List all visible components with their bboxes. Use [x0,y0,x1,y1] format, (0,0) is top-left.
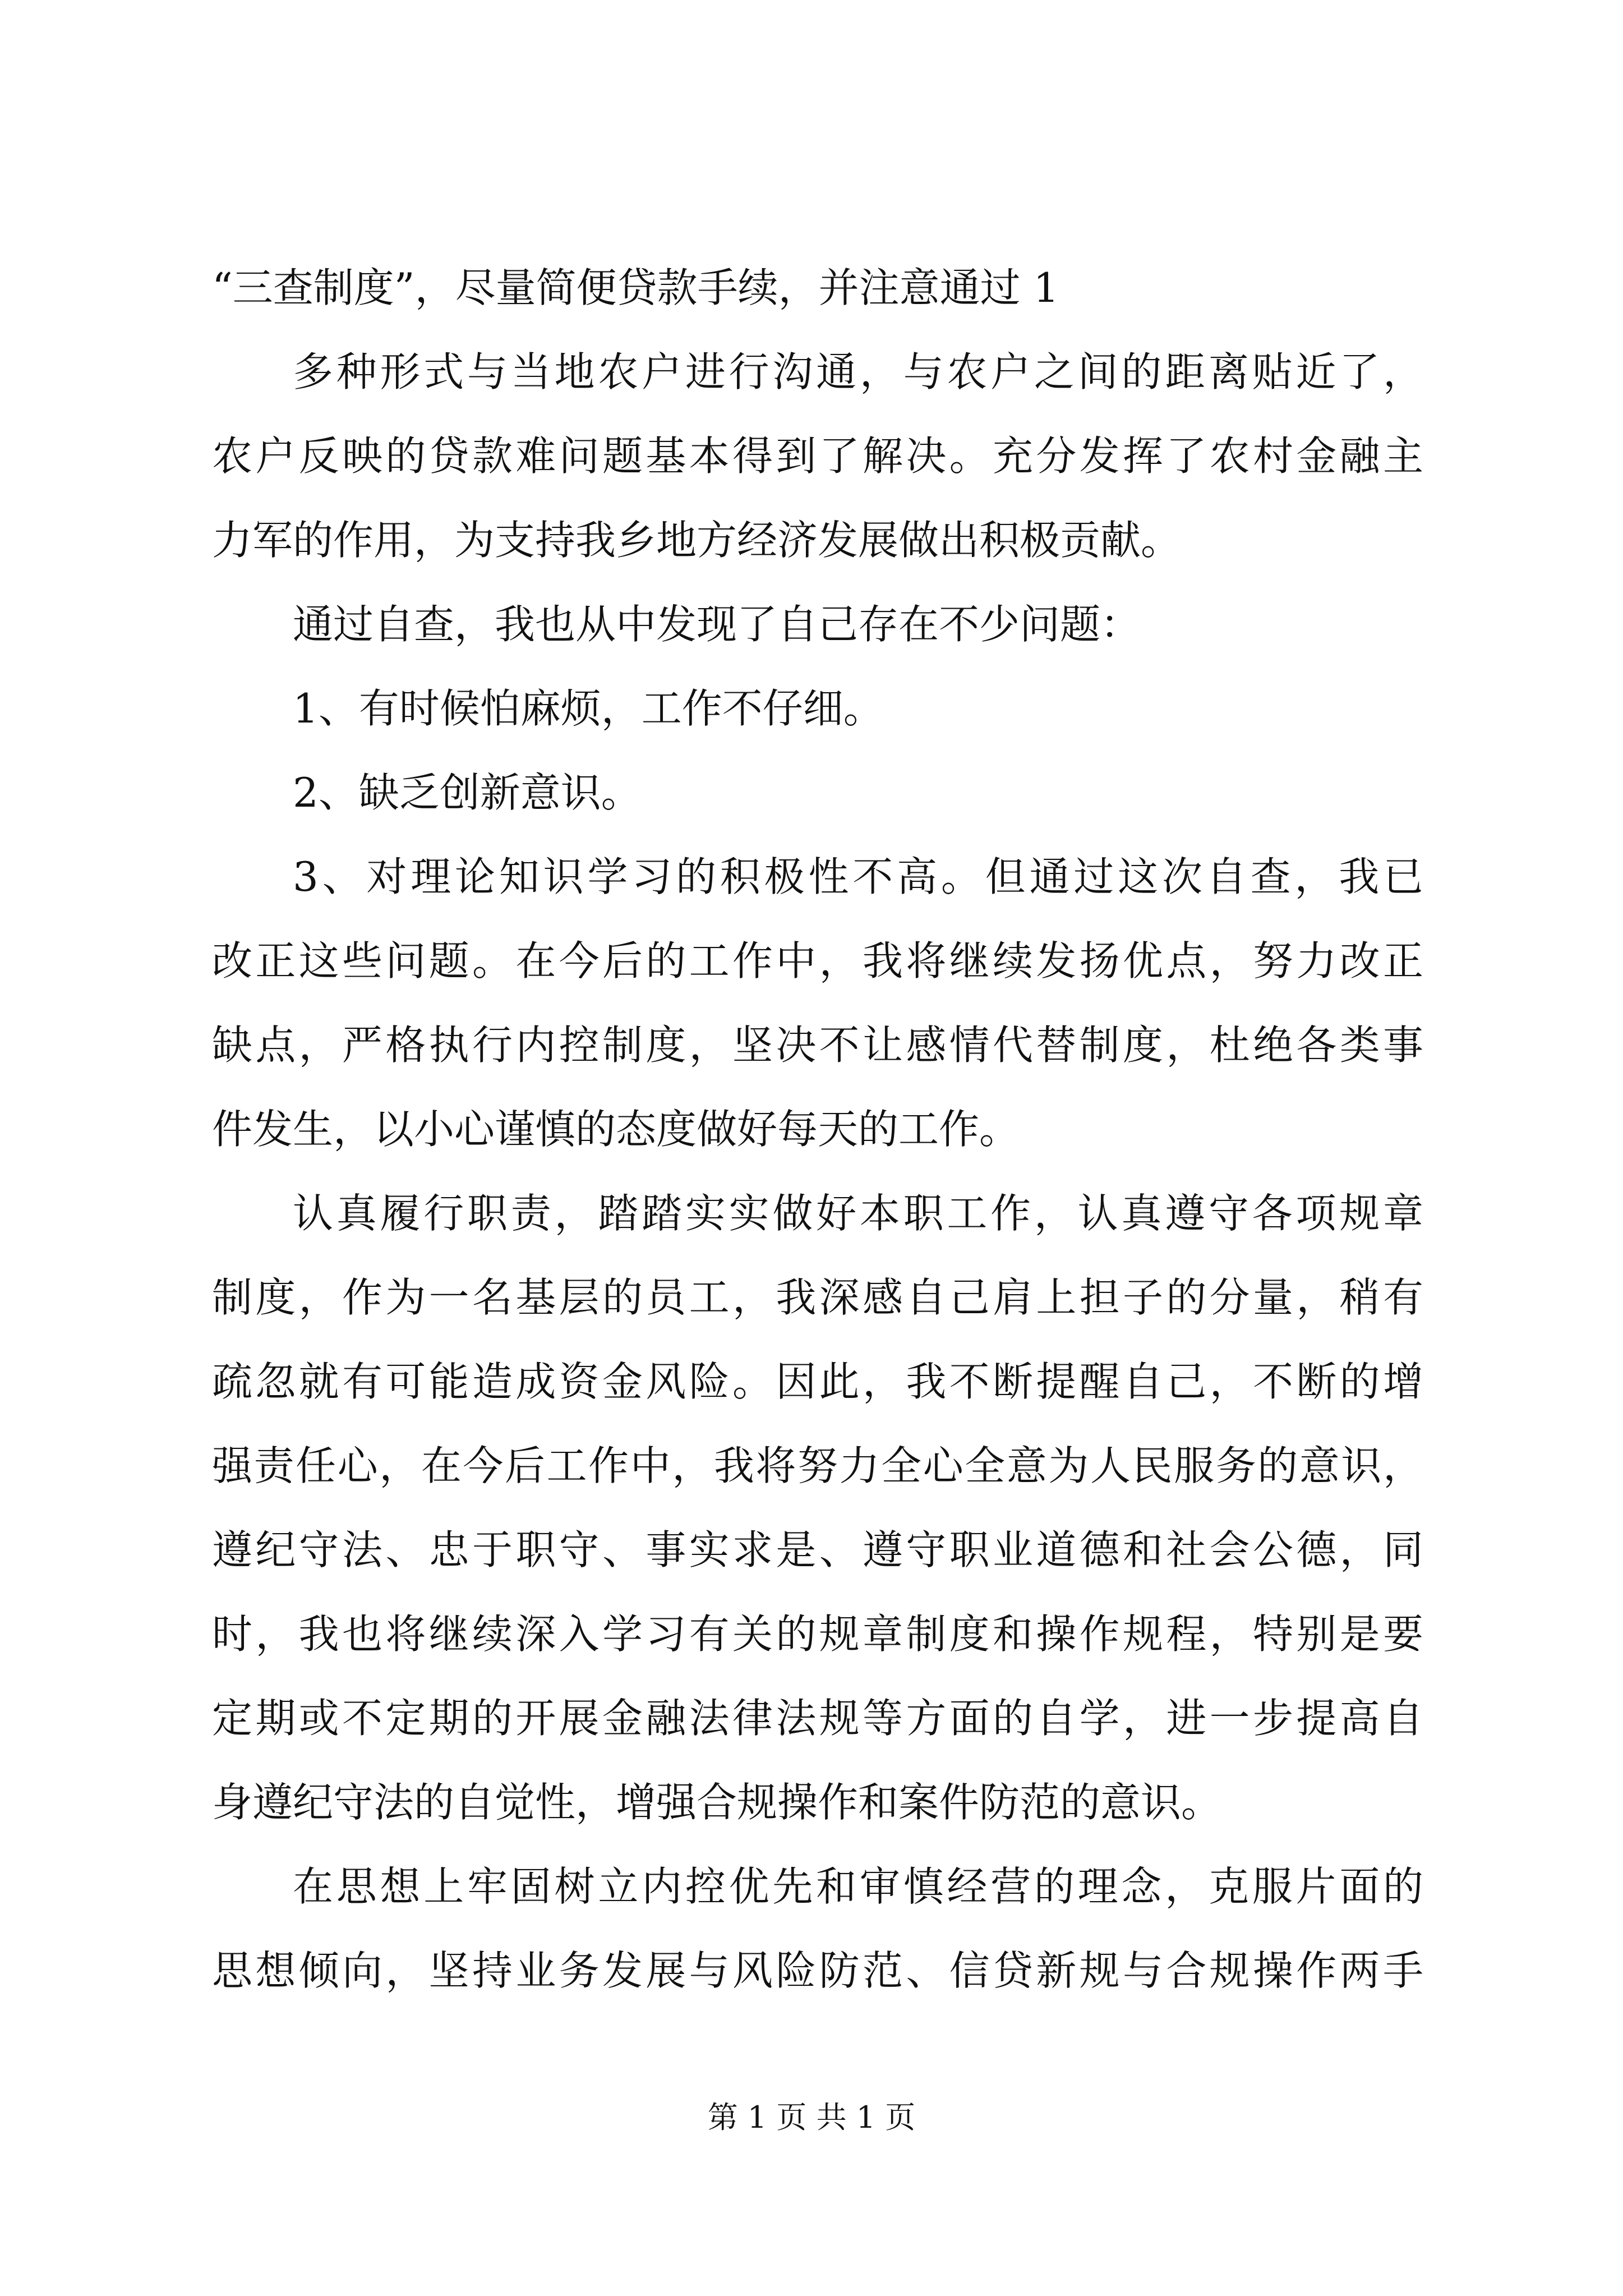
text-line: 遵纪守法、忠于职守、事实求是、遵守职业道德和社会公德，同 [212,1526,1423,1573]
text-line: 件发生，以小心谨慎的态度做好每天的工作。 [212,1106,1020,1153]
text-line: 身遵纪守法的自觉性，增强合规操作和案件防范的意识。 [212,1779,1222,1826]
text-line: 缺点，严格执行内控制度，坚决不让感情代替制度，杜绝各类事 [212,1022,1423,1069]
list-item-2: 2、缺乏创新意识。 [293,769,642,816]
text-line: 思想倾向，坚持业务发展与风险防范、信贷新规与合规操作两手 [212,1947,1423,1994]
paragraph-first-line: 认真履行职责，踏踏实实做好本职工作，认真遵守各项规章 [293,1190,1423,1237]
text-line-continuation: “三查制度”，尽量简便贷款手续，并注意通过 1 [212,264,1059,311]
paragraph-first-line: 多种形式与当地农户进行沟通，与农户之间的距离贴近了， [293,348,1423,395]
text-line: 强责任心，在今后工作中，我将努力全心全意为人民服务的意识， [212,1442,1423,1489]
text-line: 时，我也将继续深入学习有关的规章制度和操作规程，特别是要 [212,1611,1423,1658]
list-item-3: 3、对理论知识学习的积极性不高。但通过这次自查，我已 [293,853,1423,900]
text-line: 改正这些问题。在今后的工作中，我将继续发扬优点，努力改正 [212,937,1423,984]
list-item-1: 1、有时候怕麻烦，工作不仔细。 [293,685,884,732]
text-line: 定期或不定期的开展金融法律法规等方面的自学，进一步提高自 [212,1695,1423,1742]
text-line: 制度，作为一名基层的员工，我深感自己肩上担子的分量，稍有 [212,1274,1423,1321]
paragraph-first-line: 通过自查，我也从中发现了自己存在不少问题： [293,601,1141,648]
document-body [212,246,1423,2013]
text-line: 力军的作用，为支持我乡地方经济发展做出积极贡献。 [212,517,1182,564]
paragraph-first-line: 在思想上牢固树立内控优先和审慎经营的理念，克服片面的 [293,1863,1423,1910]
text-line: 农户反映的贷款难问题基本得到了解决。充分发挥了农村金融主 [212,432,1423,480]
text-line: 疏忽就有可能造成资金风险。因此，我不断提醒自己，不断的增 [212,1358,1423,1405]
page-footer: 第 1 页 共 1 页 [707,2100,916,2135]
